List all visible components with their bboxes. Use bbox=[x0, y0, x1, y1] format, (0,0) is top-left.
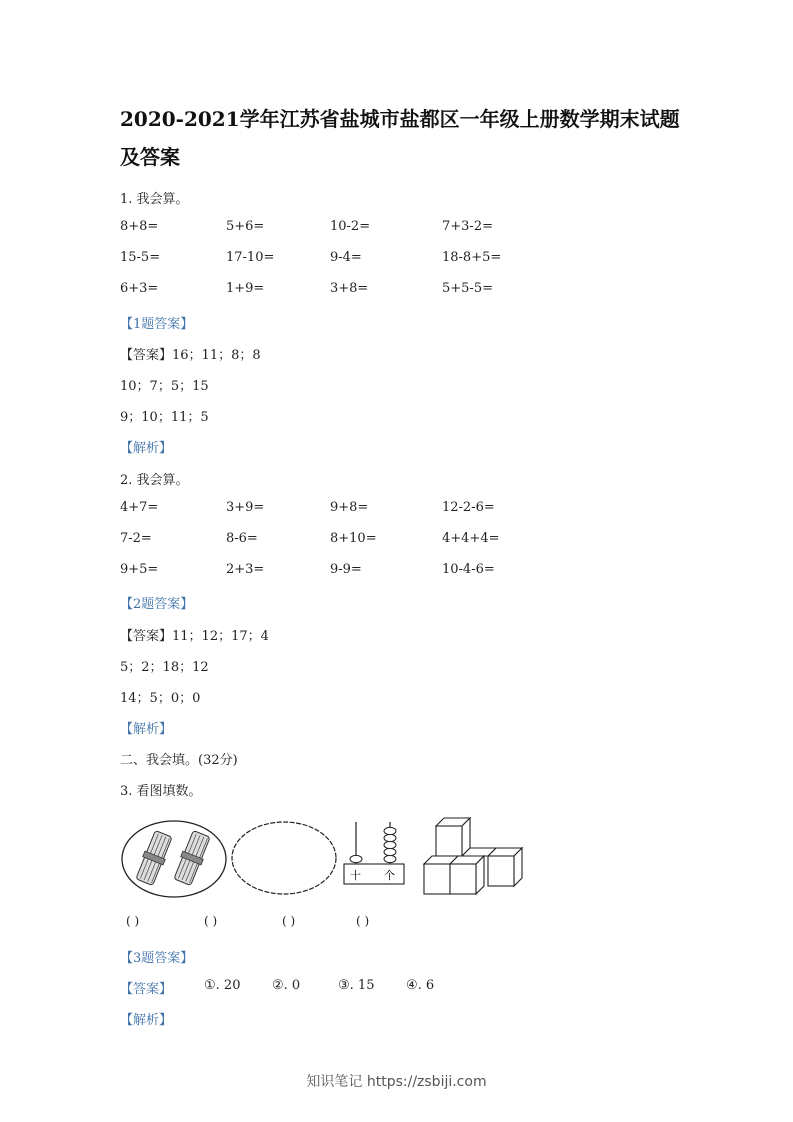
page-title: 2020-2021学年江苏省盐城市盐都区一年级上册数学期末试题及答案 bbox=[120, 107, 680, 169]
section-2-heading: 二、我会填。(32分) bbox=[120, 753, 238, 768]
problem-item: 17-10= bbox=[226, 250, 275, 265]
q3-answer-prefix: 【答案】 bbox=[120, 982, 173, 997]
abacus-ones-label: 个 bbox=[384, 869, 395, 882]
problem-item: 15-5= bbox=[120, 250, 161, 265]
q1-answer-tag: 【1题答案】 bbox=[120, 317, 194, 332]
footer-watermark: 知识笔记 https://zsbiji.com bbox=[306, 1074, 487, 1090]
q1-answer-line-3: 9；10；11；5 bbox=[120, 410, 209, 425]
q2-answer-tag: 【2题答案】 bbox=[120, 597, 194, 612]
q3-answer-1: ①. 20 bbox=[204, 978, 241, 993]
problem-item: 5+5-5= bbox=[442, 281, 493, 296]
q2-heading: 2. 我会算。 bbox=[120, 473, 189, 488]
problem-item: 18-8+5= bbox=[442, 250, 502, 265]
stick-bundle-icon bbox=[134, 830, 174, 886]
problem-item: 9+8= bbox=[330, 500, 369, 515]
abacus-tens-label: 十 bbox=[350, 869, 361, 882]
problem-item: 8+10= bbox=[330, 531, 377, 546]
q3-answer-3: ③. 15 bbox=[338, 978, 375, 993]
q2-answer-line-3: 14；5；0；0 bbox=[120, 691, 201, 706]
q3-analysis-tag: 【解析】 bbox=[120, 1013, 173, 1028]
q3-heading: 3. 看图填数。 bbox=[120, 784, 202, 799]
problem-item: 10-4-6= bbox=[442, 562, 495, 577]
problem-item: 8-6= bbox=[226, 531, 258, 546]
problem-item: 2+3= bbox=[226, 562, 265, 577]
problem-item: 3+8= bbox=[330, 281, 369, 296]
q1-answer-line-1: 【答案】16；11；8；8 bbox=[120, 348, 261, 363]
q3-answer-4: ④. 6 bbox=[406, 978, 435, 993]
q3-answer-2: ②. 0 bbox=[272, 978, 301, 993]
problem-item: 4+7= bbox=[120, 500, 159, 515]
stick-bundles-figure bbox=[122, 821, 226, 897]
cubes-figure bbox=[424, 818, 522, 894]
q3-figures bbox=[118, 812, 528, 902]
problem-item: 6+3= bbox=[120, 281, 159, 296]
problem-item: 9+5= bbox=[120, 562, 159, 577]
q2-answer-line-2: 5；2；18；12 bbox=[120, 660, 209, 675]
problem-item: 4+4+4= bbox=[442, 531, 500, 546]
q3-blank-2[interactable]: ( ) bbox=[204, 914, 218, 928]
problem-item: 9-4= bbox=[330, 250, 362, 265]
q2-answer-line-1: 【答案】11；12；17；4 bbox=[120, 629, 269, 644]
q3-blank-4[interactable]: ( ) bbox=[356, 914, 370, 928]
empty-ellipse-figure bbox=[232, 822, 336, 894]
problem-item: 5+6= bbox=[226, 219, 265, 234]
problem-item: 7-2= bbox=[120, 531, 152, 546]
q2-analysis-tag: 【解析】 bbox=[120, 722, 173, 737]
q1-heading: 1. 我会算。 bbox=[120, 192, 189, 207]
stick-bundle-icon bbox=[172, 830, 212, 886]
q3-blank-3[interactable]: ( ) bbox=[282, 914, 296, 928]
abacus-figure bbox=[344, 822, 404, 884]
problem-item: 12-2-6= bbox=[442, 500, 495, 515]
q3-answer-tag: 【3题答案】 bbox=[120, 951, 194, 966]
q1-analysis-tag: 【解析】 bbox=[120, 441, 173, 456]
problem-item: 7+3-2= bbox=[442, 219, 493, 234]
problem-item: 3+9= bbox=[226, 500, 265, 515]
problem-item: 10-2= bbox=[330, 219, 371, 234]
q3-blank-1[interactable]: ( ) bbox=[126, 914, 140, 928]
problem-item: 8+8= bbox=[120, 219, 159, 234]
q1-answer-line-2: 10；7；5；15 bbox=[120, 379, 209, 394]
problem-item: 9-9= bbox=[330, 562, 362, 577]
problem-item: 1+9= bbox=[226, 281, 265, 296]
